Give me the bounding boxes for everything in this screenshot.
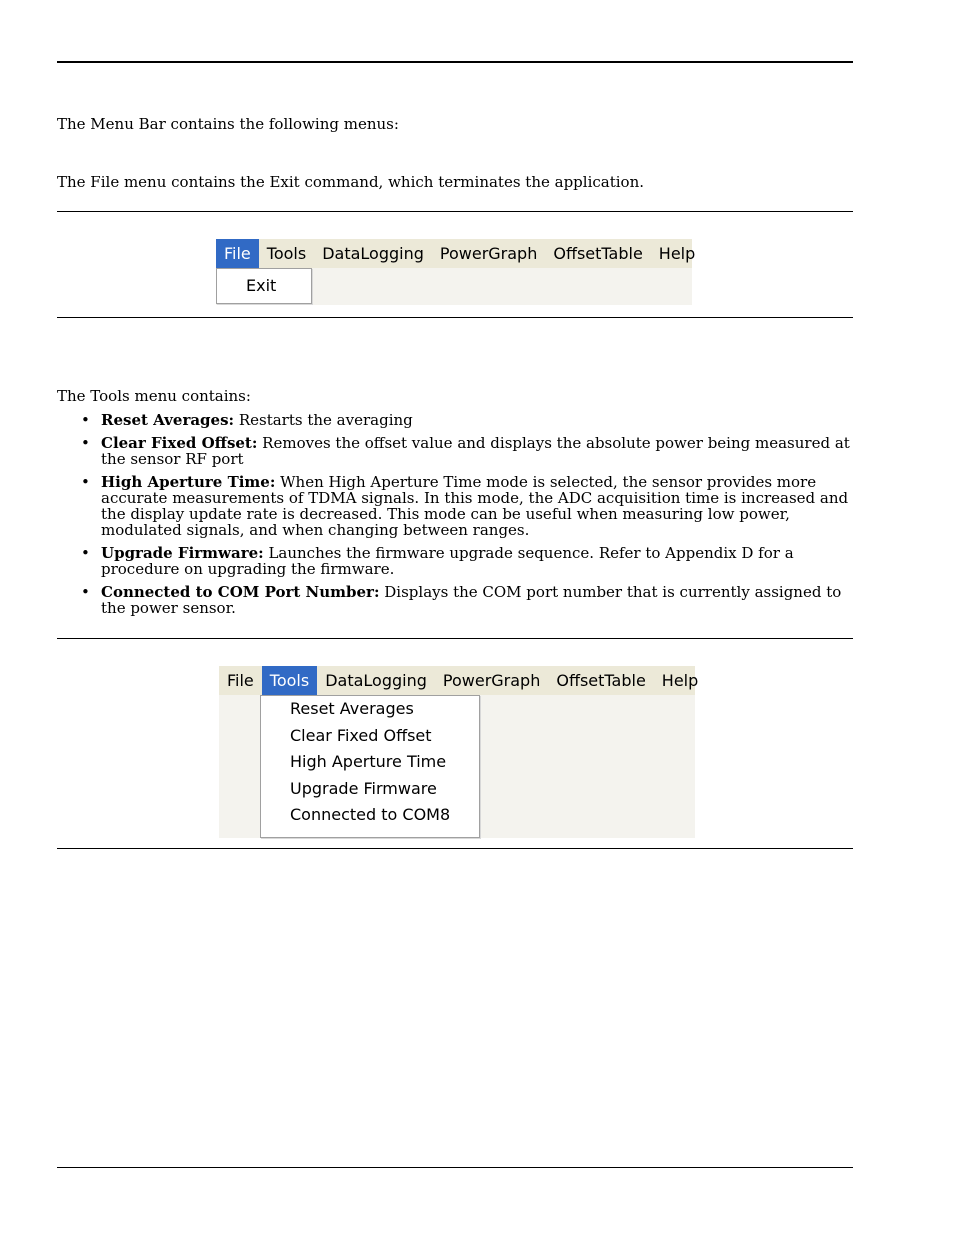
bullet: • xyxy=(81,544,90,562)
menu-offsettable[interactable]: OffsetTable xyxy=(556,671,646,690)
list-item-term: High Aperture Time: xyxy=(101,473,276,491)
list-item-desc: Displays the COM port number that is currently assigned to the power sensor. xyxy=(101,583,842,617)
menu-bar xyxy=(219,666,699,695)
menu-item-reset-averages[interactable]: Reset Averages xyxy=(290,699,414,718)
list-item-term: Reset Averages: xyxy=(101,411,235,429)
menu-bar xyxy=(216,239,696,268)
menu-bar-intro: The Menu Bar contains the following menus: xyxy=(57,115,399,133)
list-item-desc: When High Aperture Time mode is selected, the sensor provides more accurate measurements of TDMA signals. In this mode, the ADC acquisition time is increased and the display update rate is decreased. This mode can be useful when measuring low power, modulated signals, and when changing between ranges. xyxy=(101,473,849,539)
tools-dropdown xyxy=(260,695,480,838)
menu-datalogging[interactable]: DataLogging xyxy=(325,671,427,690)
list-item xyxy=(57,474,857,538)
list-item-term: Clear Fixed Offset: xyxy=(101,434,258,452)
tools-menu-intro: The Tools menu contains: xyxy=(57,387,251,405)
list-item-term: Connected to COM Port Number: xyxy=(101,583,380,601)
menu-help[interactable]: Help xyxy=(658,244,696,263)
list-item-desc: Removes the offset value and displays the absolute power being measured at the sensor RF port xyxy=(101,434,850,468)
menu-item-connected-to-com[interactable]: Connected to COM8 xyxy=(290,805,451,824)
list-item-desc: Launches the firmware upgrade sequence. Refer to Appendix D for a procedure on upgrading the firmware. xyxy=(101,544,794,578)
figure-bottom-rule-tools xyxy=(57,848,853,849)
menu-powergraph[interactable]: PowerGraph xyxy=(442,671,541,690)
list-item xyxy=(57,412,857,428)
footer-rule xyxy=(57,1167,853,1168)
menu-tools[interactable]: Tools xyxy=(266,244,307,263)
menu-item-exit[interactable]: Exit xyxy=(246,276,277,295)
figure-top-rule-tools xyxy=(57,638,853,639)
menu-item-clear-fixed-offset[interactable]: Clear Fixed Offset xyxy=(290,725,432,745)
menu-file[interactable]: File xyxy=(227,671,254,690)
figure-bottom-rule-file xyxy=(57,317,853,318)
header-rule xyxy=(57,61,853,63)
list-item-desc: Restarts the averaging xyxy=(234,411,413,429)
menu-offsettable[interactable]: OffsetTable xyxy=(553,244,643,263)
bullet: • xyxy=(81,473,90,491)
list-item xyxy=(57,545,857,577)
menu-item-high-aperture-time[interactable]: High Aperture Time xyxy=(290,752,447,771)
tools-items-list xyxy=(57,412,857,623)
list-item-term: Upgrade Firmware: xyxy=(101,544,264,562)
file-dropdown xyxy=(216,268,312,304)
list-item xyxy=(57,435,857,467)
menu-powergraph[interactable]: PowerGraph xyxy=(439,244,538,263)
menu-tools[interactable]: Tools xyxy=(262,666,317,695)
tools-menu-screenshot xyxy=(219,666,699,838)
figure-top-rule-file xyxy=(57,211,853,212)
bullet: • xyxy=(81,411,90,429)
menu-file[interactable]: File xyxy=(216,239,259,268)
list-item xyxy=(57,584,857,616)
bullet: • xyxy=(81,583,90,601)
menu-help[interactable]: Help xyxy=(661,671,699,690)
menu-datalogging[interactable]: DataLogging xyxy=(322,244,424,263)
bullet: • xyxy=(81,434,90,452)
file-menu-screenshot xyxy=(216,239,696,305)
file-menu-description: The File menu contains the Exit command, which terminates the application. xyxy=(57,173,644,191)
menu-item-upgrade-firmware[interactable]: Upgrade Firmware xyxy=(290,778,437,798)
